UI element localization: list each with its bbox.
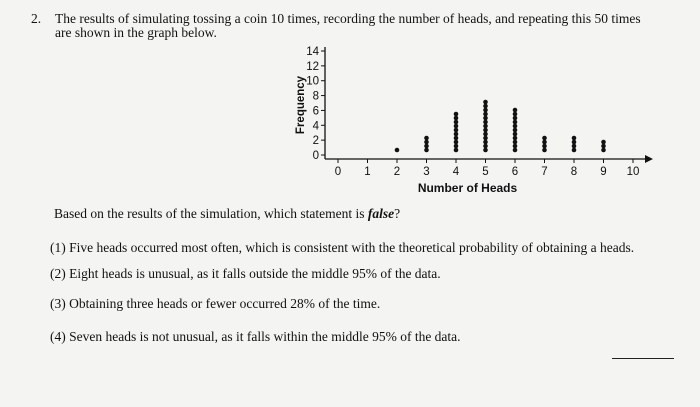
question-text-line-2: are shown in the graph below. xyxy=(55,25,217,40)
data-dot xyxy=(424,148,429,153)
x-tick-label: 5 xyxy=(482,166,489,178)
data-dot xyxy=(424,136,429,141)
data-dot xyxy=(483,116,488,121)
data-dot xyxy=(395,148,400,153)
data-dot xyxy=(601,148,606,153)
data-dot xyxy=(542,148,547,153)
data-dot xyxy=(454,112,459,117)
x-tick-label: 6 xyxy=(511,166,519,178)
data-dot xyxy=(513,148,518,153)
prompt-emphasis: false xyxy=(367,206,395,221)
answer-option-3: (3) Obtaining three heads or fewer occurred 28% of the time. xyxy=(50,296,381,311)
data-dot xyxy=(483,112,488,117)
data-dot xyxy=(483,104,488,109)
question-text-line-1: The results of simulating tossing a coin 10 times, recording the number of heads, and repeating this 50 times xyxy=(55,11,641,26)
y-tick-label: 2 xyxy=(312,135,319,148)
data-dot xyxy=(542,140,547,145)
answer-blank-line xyxy=(612,358,674,359)
y-tick-label: 12 xyxy=(306,60,319,73)
data-dot xyxy=(454,124,459,129)
data-dot xyxy=(542,144,547,149)
y-tick-label: 10 xyxy=(306,75,319,88)
data-dot xyxy=(513,128,518,133)
data-dot xyxy=(454,116,459,121)
data-dot xyxy=(483,124,488,129)
data-dot xyxy=(513,120,518,125)
x-tick-label: 2 xyxy=(393,166,401,178)
data-dot xyxy=(454,144,459,149)
data-dot xyxy=(483,144,488,149)
x-tick-label: 4 xyxy=(452,166,460,178)
data-dot xyxy=(424,140,429,145)
data-dot xyxy=(454,136,459,141)
data-dot xyxy=(483,128,488,133)
data-dot xyxy=(513,144,518,149)
x-tick-label: 8 xyxy=(570,166,578,178)
y-tick-label: 8 xyxy=(312,90,319,103)
data-dot xyxy=(513,116,518,121)
y-tick-label: 14 xyxy=(306,46,319,58)
answer-option-4: (4) Seven heads is not unusual, as it falls within the middle 95% of the data. xyxy=(50,329,461,344)
data-dot xyxy=(454,128,459,133)
y-tick-label: 4 xyxy=(312,120,319,133)
data-dot xyxy=(513,136,518,141)
answer-option-1: (1) Five heads occurred most often, which is consistent with the theoretical probability of obtaining a heads. xyxy=(50,240,635,255)
data-dot xyxy=(572,144,577,149)
data-dot xyxy=(513,112,518,117)
data-dot xyxy=(572,140,577,145)
x-tick-label: 3 xyxy=(423,166,430,178)
x-axis-arrow xyxy=(645,155,653,163)
x-axis-title: Number of Heads xyxy=(417,181,518,195)
data-dot xyxy=(572,148,577,153)
data-dot xyxy=(483,148,488,153)
data-dot xyxy=(454,148,459,153)
data-dot xyxy=(572,136,577,141)
y-tick-label: 0 xyxy=(312,150,319,162)
data-dot xyxy=(601,140,606,145)
data-dot xyxy=(424,144,429,149)
x-tick-label: 7 xyxy=(541,166,548,178)
y-tick-label: 6 xyxy=(312,105,319,118)
data-dot xyxy=(454,132,459,137)
question-prompt: Based on the results of the simulation, which statement is false? xyxy=(54,206,401,221)
data-dot xyxy=(513,124,518,129)
y-axis-title: Frequency xyxy=(295,75,307,135)
x-tick-label: 1 xyxy=(364,166,371,178)
data-dot xyxy=(513,108,518,113)
data-dot xyxy=(483,100,488,105)
data-dot xyxy=(483,108,488,113)
data-dot xyxy=(483,140,488,145)
data-dot xyxy=(483,132,488,137)
data-dot xyxy=(454,140,459,145)
data-dot xyxy=(454,120,459,125)
data-dot xyxy=(483,120,488,125)
x-tick-label: 10 xyxy=(626,166,640,178)
answer-option-2: (2) Eight heads is unusual, as it falls outside the middle 95% of the data. xyxy=(50,266,441,281)
data-dot xyxy=(513,132,518,137)
data-dot xyxy=(483,136,488,141)
data-dot xyxy=(542,136,547,141)
x-tick-label: 9 xyxy=(600,166,607,178)
question-number: 2. xyxy=(31,11,42,26)
data-dot xyxy=(601,144,606,149)
x-tick-label: 0 xyxy=(334,166,342,178)
data-dot xyxy=(513,140,518,145)
